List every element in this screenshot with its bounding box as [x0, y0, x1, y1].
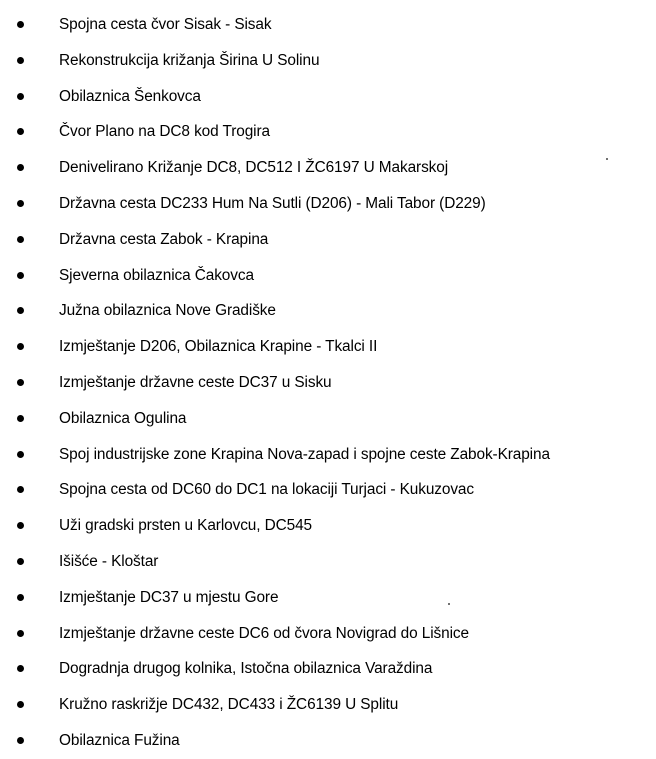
list-item — [0, 222, 656, 258]
bullet-icon — [17, 57, 24, 64]
bullet-icon — [17, 236, 24, 243]
bullet-icon — [17, 701, 24, 708]
list-item — [0, 150, 656, 186]
scan-speck — [448, 603, 450, 605]
list-item — [0, 508, 656, 544]
bullet-icon — [17, 415, 24, 422]
bullet-icon — [17, 272, 24, 279]
list-item — [0, 7, 656, 43]
bullet-icon — [17, 665, 24, 672]
list-item-text: Uži gradski prsten u Karlovcu, DC545 — [59, 517, 313, 535]
list-item-text: Izmještanje državne ceste DC37 u Sisku — [59, 373, 332, 391]
bullet-icon — [17, 594, 24, 601]
list-item-text: Spojna cesta od DC60 do DC1 na lokaciji Turjaci - Kukuzovac — [59, 481, 474, 499]
bullet-icon — [17, 128, 24, 135]
list-item-text: Državna cesta Zabok - Krapina — [59, 230, 269, 248]
list-item-text: Išišće - Kloštar — [59, 552, 159, 570]
list-item-text: Spoj industrijske zone Krapina Nova-zapad i spojne ceste Zabok-Krapina — [59, 445, 550, 463]
list-item-text: Obilaznica Fužina — [59, 731, 180, 749]
list-item — [0, 186, 656, 222]
list-item-text: Izmještanje D206, Obilaznica Krapine - Tkalci II — [59, 338, 378, 356]
list-item — [0, 329, 656, 365]
list-item-text: Čvor Plano na DC8 kod Trogira — [59, 123, 270, 141]
list-item — [0, 651, 656, 687]
list-item — [0, 687, 656, 723]
list-item — [0, 114, 656, 150]
bullet-icon — [17, 200, 24, 207]
list-item — [0, 472, 656, 508]
bullet-icon — [17, 164, 24, 171]
list-item — [0, 723, 656, 759]
list-item — [0, 544, 656, 580]
bullet-icon — [17, 379, 24, 386]
bullet-icon — [17, 343, 24, 350]
list-item — [0, 580, 656, 616]
bullet-icon — [17, 93, 24, 100]
scan-speck — [606, 158, 608, 160]
bullet-icon — [17, 630, 24, 637]
bullet-icon — [17, 307, 24, 314]
bullet-icon — [17, 451, 24, 458]
list-item-text: Rekonstrukcija križanja Širina U Solinu — [59, 51, 320, 69]
list-item — [0, 293, 656, 329]
bullet-icon — [17, 558, 24, 565]
list-item-text: Dogradnja drugog kolnika, Istočna obilaznica Varaždina — [59, 660, 433, 678]
list-item — [0, 401, 656, 437]
list-item — [0, 43, 656, 79]
list-item — [0, 437, 656, 473]
list-item-text: Državna cesta DC233 Hum Na Sutli (D206) - Mali Tabor (D229) — [59, 194, 486, 212]
list-item-text: Južna obilaznica Nove Gradiške — [59, 302, 276, 320]
list-item — [0, 365, 656, 401]
bullet-icon — [17, 522, 24, 529]
list-item-text: Sjeverna obilaznica Čakovca — [59, 266, 254, 284]
list-item — [0, 79, 656, 115]
list-item-text: Spojna cesta čvor Sisak - Sisak — [59, 16, 272, 33]
list-item-text: Kružno raskrižje DC432, DC433 i ŽC6139 U Splitu — [59, 696, 399, 714]
bullet-icon — [17, 737, 24, 744]
list-item-text: Obilaznica Šenkovca — [59, 87, 201, 105]
list-item-text: Izmještanje DC37 u mjestu Gore — [59, 588, 279, 606]
list-item-text: Izmještanje državne ceste DC6 od čvora Novigrad do Lišnice — [59, 624, 469, 642]
bullet-icon — [17, 486, 24, 493]
list-item — [0, 616, 656, 652]
list-item-text: Obilaznica Ogulina — [59, 409, 187, 427]
road-project-list — [0, 7, 656, 759]
bullet-icon — [17, 21, 24, 28]
list-item — [0, 258, 656, 294]
list-item-text: Denivelirano Križanje DC8, DC512 I ŽC6197 U Makarskoj — [59, 159, 449, 177]
